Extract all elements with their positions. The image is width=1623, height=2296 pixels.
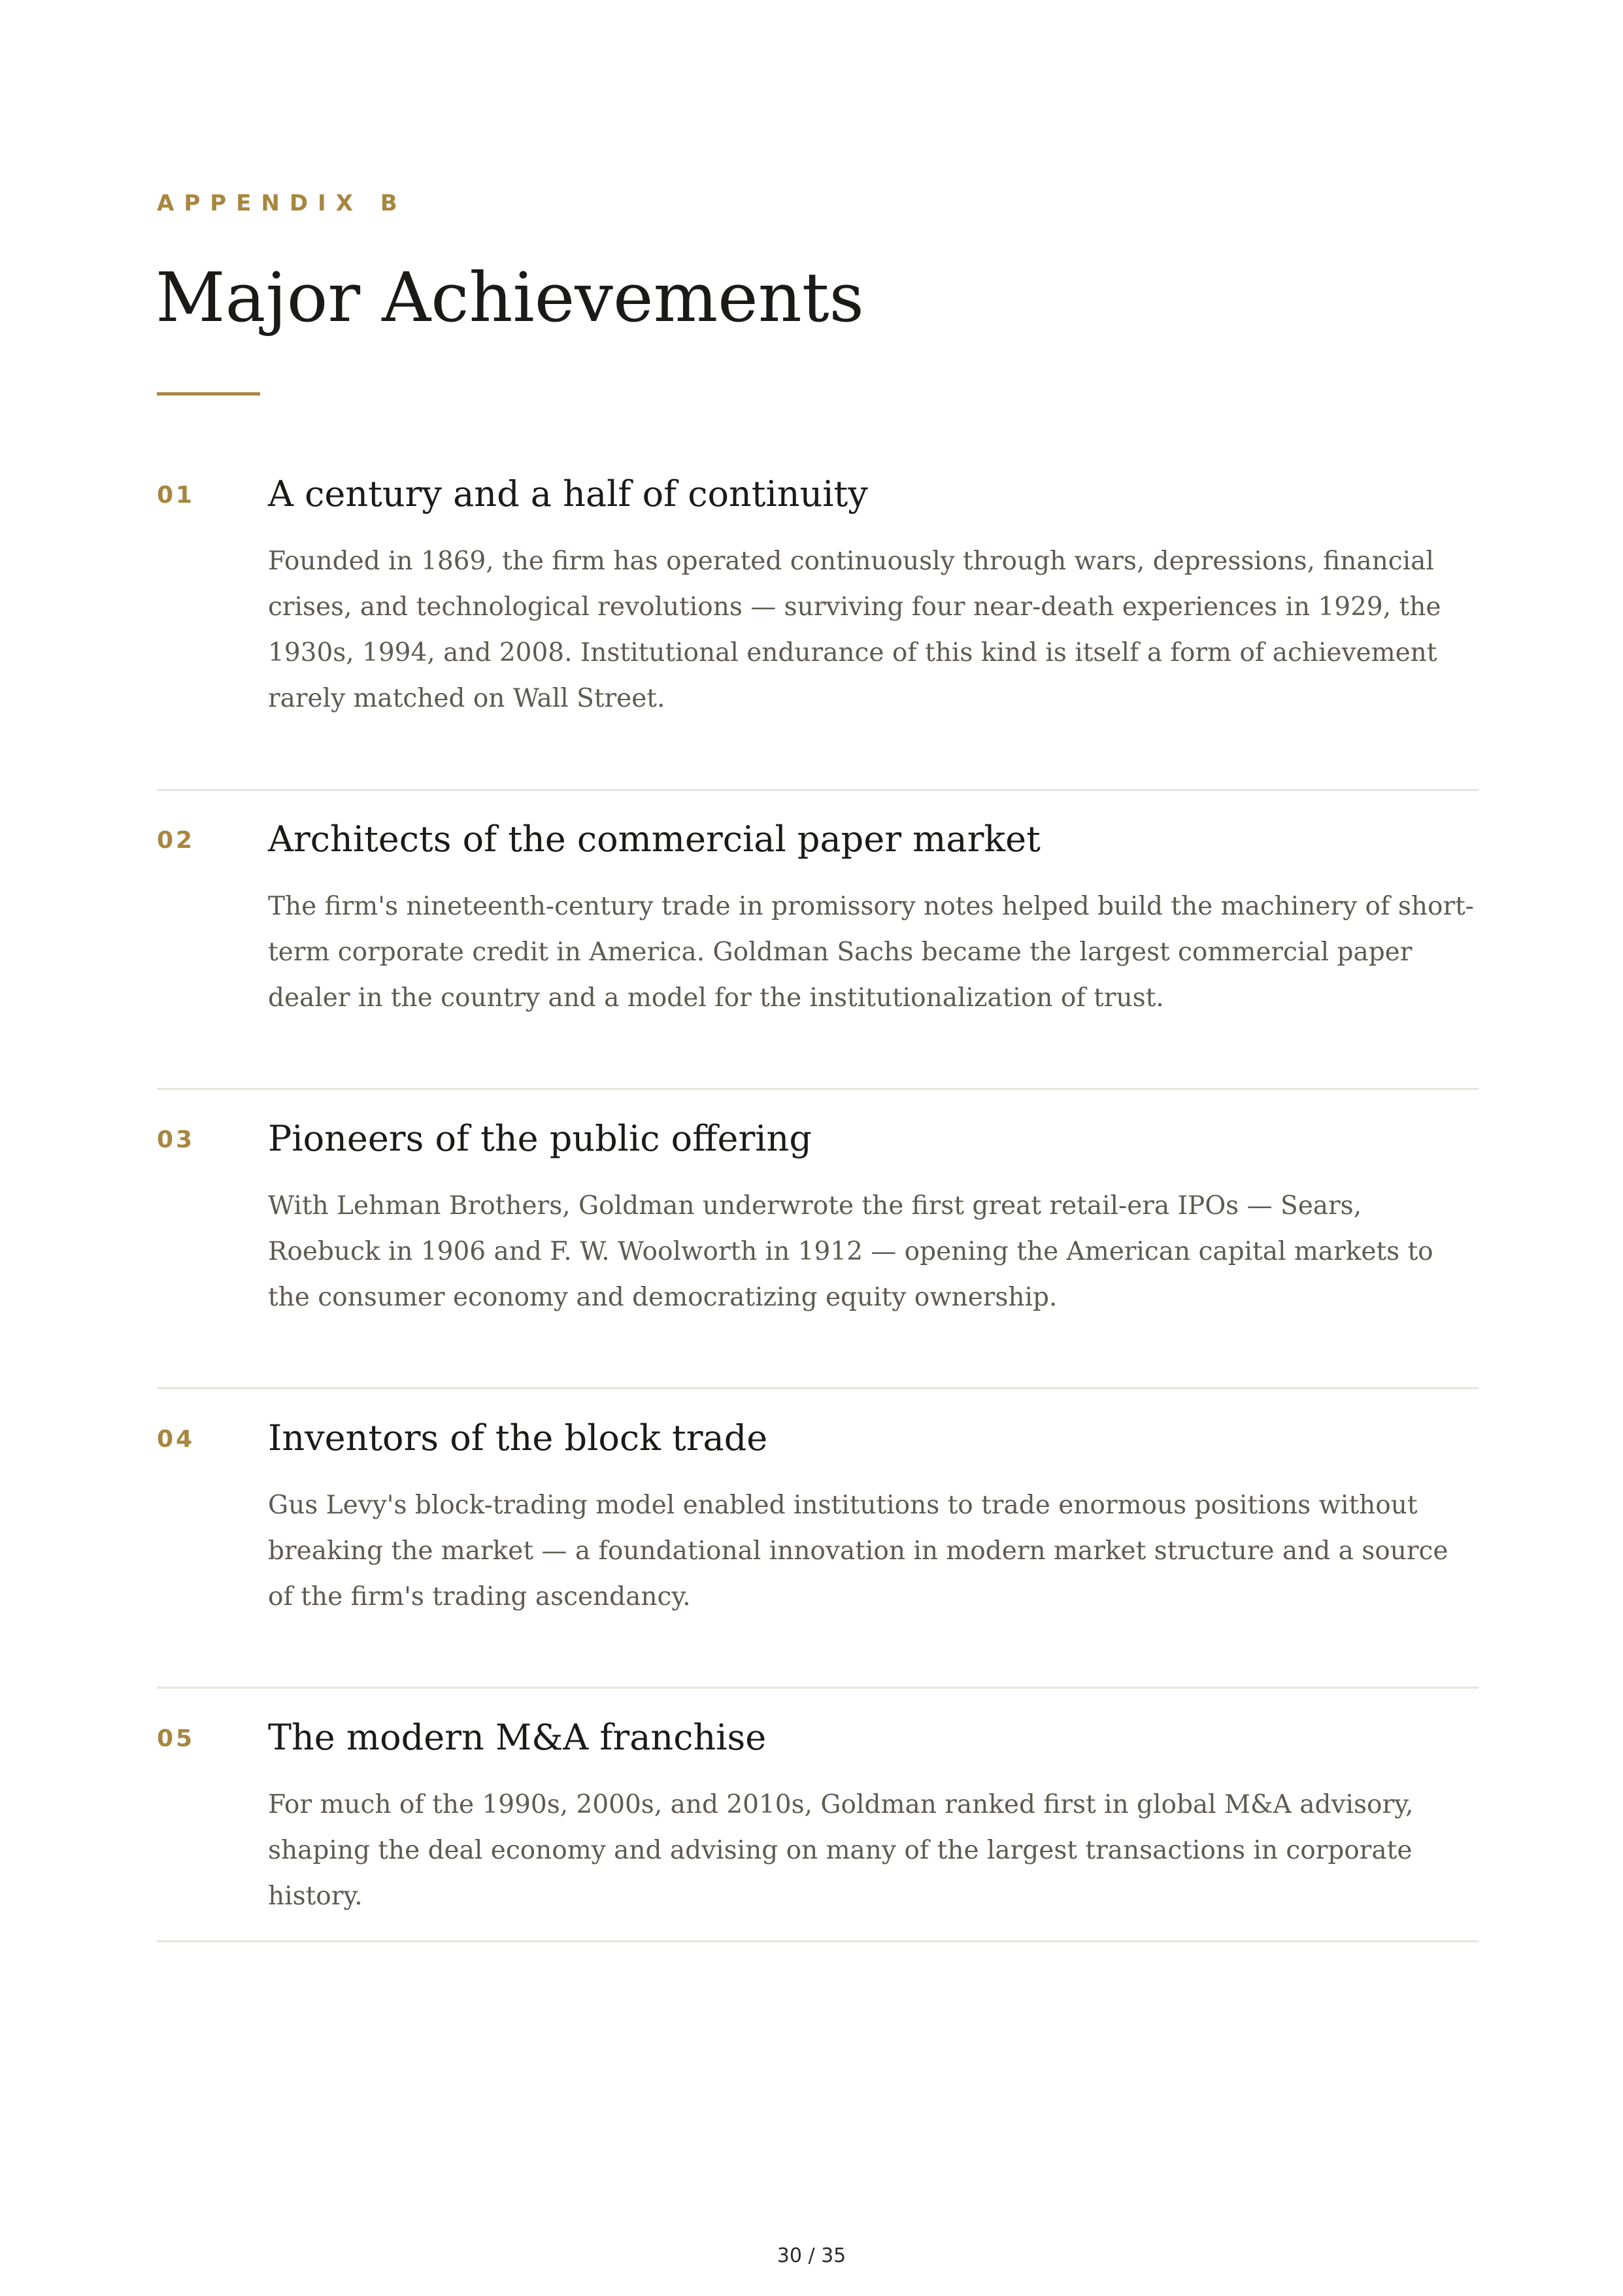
achievement-item: [157, 1717, 1479, 1911]
achievement-number: 02: [157, 827, 195, 854]
achievement-number: 05: [157, 1725, 195, 1752]
achievement-body: Founded in 1869, the firm has operated continuously through wars, depressions, financial crises, and technological revolutions — surviving four near-death experiences in 1929, the 1930s, 1994, and 2008. Institutional endurance of this kind is itself a form of achievement rarely matched on Wall Street.: [268, 547, 1441, 713]
page-title: Major Achievements: [156, 258, 864, 337]
achievement-body: With Lehman Brothers, Goldman underwrote the first great retail-era IPOs — Sears, Roebuck in 1906 and F. W. Woolworth in 1912 — opening the American capital markets to the consumer economy and democratizing equity ownership.: [268, 1191, 1433, 1312]
achievement-body: Gus Levy's block-trading model enabled institutions to trade enormous positions without breaking the market — a foundational innovation in modern market structure and a source of the firm's trading ascendancy.: [268, 1491, 1448, 1612]
item-divider: [157, 1088, 1479, 1090]
achievement-body: The firm's nineteenth-century trade in promissory notes helped build the machinery of short-term corporate credit in America. Goldman Sachs became the largest commercial paper dealer in the country and a model for the institutionalization of trust.: [268, 892, 1474, 1013]
achievement-number: 03: [157, 1126, 195, 1153]
page-number: 30 / 35: [777, 2244, 846, 2267]
achievement-heading: Pioneers of the public offering: [268, 1118, 812, 1159]
achievement-heading: Architects of the commercial paper market: [268, 819, 1041, 860]
achievement-body: For much of the 1990s, 2000s, and 2010s, Goldman ranked first in global M&A advisory, shaping the deal economy and advising on many of the largest transactions in corporate history.: [268, 1790, 1414, 1911]
achievement-heading: A century and a half of continuity: [268, 473, 868, 515]
achievement-item: [157, 1417, 1479, 1624]
achievement-item: [157, 819, 1479, 1025]
achievement-number: 01: [157, 482, 195, 509]
appendix-label: APPENDIX B: [157, 190, 407, 216]
achievement-heading: Inventors of the block trade: [268, 1417, 768, 1459]
achievement-heading: The modern M&A franchise: [268, 1717, 767, 1758]
achievement-item: [157, 1118, 1479, 1325]
achievement-item: [157, 473, 1479, 719]
item-divider: [157, 1687, 1479, 1689]
item-divider: [157, 1387, 1479, 1389]
title-accent-rule: [157, 392, 260, 396]
item-divider: [157, 789, 1479, 791]
item-divider: [157, 1940, 1479, 1942]
achievement-number: 04: [157, 1426, 195, 1453]
